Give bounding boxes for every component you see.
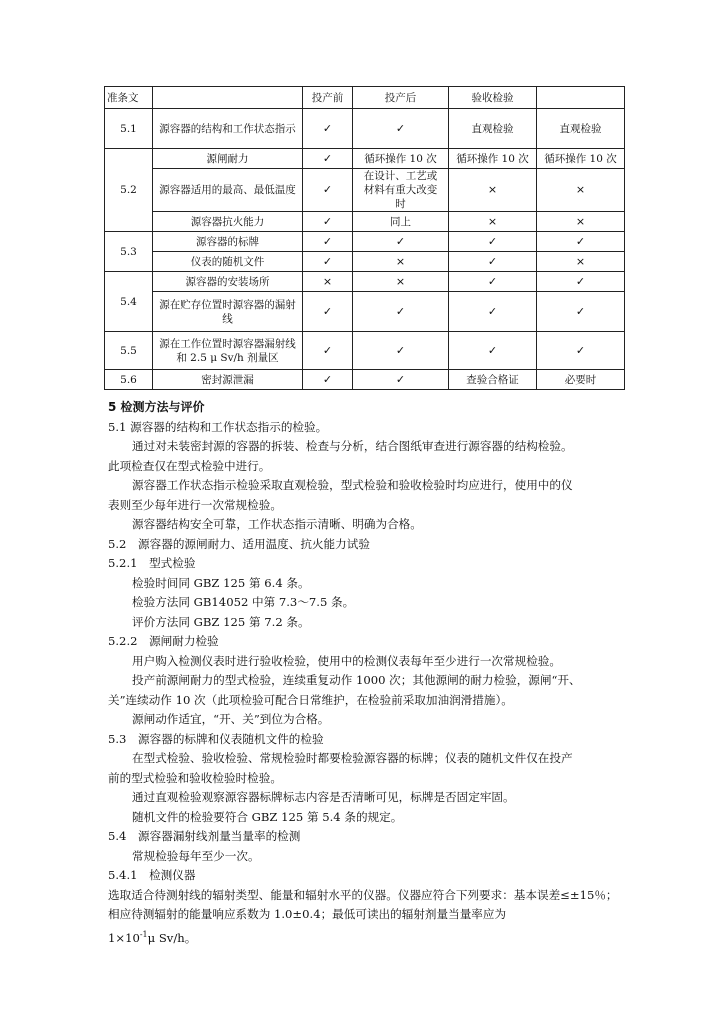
item-cell: 源闸耐力	[153, 149, 303, 169]
header-cell: 准条文	[105, 87, 153, 109]
table-row	[105, 149, 625, 169]
check-cell: ✓	[303, 169, 353, 212]
paragraph-line: 常规检验每年至少一次。	[132, 848, 260, 863]
check-cell: ✓	[303, 212, 353, 232]
value-cell: 循环操作 10 次	[449, 149, 537, 169]
value-cell: 循环操作 10 次	[537, 149, 625, 169]
paragraph-line: 通过直观检验观察源容器标牌标志内容是否清晰可见，标牌是否固定牢固。	[132, 790, 515, 804]
value-cell: 直观检验	[449, 109, 537, 149]
unit-text: μ Sv/h。	[147, 930, 197, 945]
table-row	[105, 109, 625, 149]
header-cell	[537, 87, 625, 109]
check-cell: ✓	[537, 332, 625, 370]
inspection-table	[104, 86, 625, 390]
check-cell: ✓	[449, 232, 537, 252]
paragraph-line: 随机文件的检验要符合 GBZ 125 第 5.4 条的规定。	[132, 809, 403, 824]
value-cell: 循环操作 10 次	[353, 149, 449, 169]
check-cell: ×	[537, 252, 625, 272]
clause-title: 5.2.1 型式检验	[108, 556, 196, 570]
body-text	[108, 398, 618, 948]
header-cell	[153, 87, 303, 109]
check-cell: ×	[537, 169, 625, 212]
section-heading: 5 检测方法与评价	[108, 400, 205, 414]
item-cell: 源容器的安装场所	[153, 272, 303, 292]
clause-cell: 5.4	[105, 272, 153, 332]
value-cell: 直观检验	[537, 109, 625, 149]
clause-cell: 5.3	[105, 232, 153, 272]
check-cell: ✓	[303, 332, 353, 370]
check-cell: ×	[303, 272, 353, 292]
check-cell: ✓	[537, 232, 625, 252]
paragraph-line: 此项检查仅在型式检验中进行。	[108, 458, 271, 473]
check-cell: ✓	[537, 292, 625, 332]
value-cell: 在设计、工艺或材料有重大改变时	[353, 169, 449, 212]
item-cell: 源在工作位置时源容器漏射线和 2.5 μ Sv/h 剂量区	[153, 332, 303, 370]
table-row	[105, 370, 625, 390]
paragraph-line	[108, 925, 618, 948]
table-row	[105, 332, 625, 370]
item-cell: 源容器适用的最高、最低温度	[153, 169, 303, 212]
paragraph-line: 投产前源闸耐力的型式检验，连续重复动作 1000 次；其他源闸的耐力检验，源闸“开、	[132, 673, 581, 687]
exponent-superscript: -1	[139, 929, 148, 939]
paragraph-line: 检验时间同 GBZ 125 第 6.4 条。	[132, 575, 310, 590]
item-cell: 源容器的结构和工作状态指示	[153, 109, 303, 149]
paragraph-line: 选取适合待测射线的辐射类型、能量和辐射水平的仪器。仪器应符合下列要求：基本误差≤±15％；相应待测辐射的能量响应系数为 1.0±0.4；最低可读出的辐射剂量当量率应为	[108, 887, 618, 921]
clause-title: 5.2 源容器的源闸耐力、适用温度、抗火能力试验	[108, 536, 370, 551]
paragraph-line: 评价方法同 GBZ 125 第 7.2 条。	[132, 614, 310, 629]
item-cell: 仪表的随机文件	[153, 252, 303, 272]
table-row	[105, 252, 625, 272]
paragraph-line: 前的型式检验和验收检验时检验。	[108, 770, 282, 785]
check-cell: ✓	[353, 109, 449, 149]
check-cell: ×	[449, 169, 537, 212]
paragraph-line: 源容器工作状态指示检验采取直观检验，型式检验和验收检验时均应进行，使用中的仪	[132, 478, 573, 492]
clause-cell: 5.6	[105, 370, 153, 390]
check-cell: ✓	[353, 232, 449, 252]
clause-title: 5.3 源容器的标牌和仪表随机文件的检验	[108, 731, 324, 746]
paragraph-line: 关”连续动作 10 次（此项检验可配合日常维护，在检验前采取加油润滑措施）。	[108, 692, 513, 707]
value-cell: 查验合格证	[449, 370, 537, 390]
table-row	[105, 232, 625, 252]
check-cell: ✓	[353, 370, 449, 390]
check-cell: ×	[449, 212, 537, 232]
check-cell: ×	[353, 252, 449, 272]
clause-title: 5.4 源容器漏射线剂量当量率的检测	[108, 829, 301, 843]
clause-cell: 5.5	[105, 332, 153, 370]
clause-cell: 5.1	[105, 109, 153, 149]
item-cell: 源容器抗火能力	[153, 212, 303, 232]
check-cell: ✓	[303, 109, 353, 149]
paragraph-line: 源容器结构安全可靠，工作状态指示清晰、明确为合格。	[132, 517, 422, 531]
value-cell: 必要时	[537, 370, 625, 390]
check-cell: ✓	[303, 252, 353, 272]
check-cell: ✓	[449, 272, 537, 292]
table-row	[105, 272, 625, 292]
check-cell: ✓	[353, 292, 449, 332]
header-cell: 验收检验	[449, 87, 537, 109]
check-cell: ✓	[537, 272, 625, 292]
check-cell: ✓	[303, 370, 353, 390]
table-row	[105, 169, 625, 212]
check-cell: ×	[353, 272, 449, 292]
clause-title: 5.1 源容器的结构和工作状态指示的检验。	[108, 419, 328, 434]
item-cell: 源容器的标牌	[153, 232, 303, 252]
paragraph-line: 源闸动作适宜，“开、关”到位为合格。	[132, 712, 330, 726]
clause-title: 5.4.1 检测仪器	[108, 868, 196, 882]
check-cell: ✓	[303, 149, 353, 169]
value-cell: 同上	[353, 212, 449, 232]
clause-title: 5.2.2 源闸耐力检验	[108, 634, 219, 648]
check-cell: ×	[537, 212, 625, 232]
header-cell: 投产前	[303, 87, 353, 109]
header-cell: 投产后	[353, 87, 449, 109]
paragraph-line: 检验方法同 GB14052 中第 7.3～7.5 条。	[132, 595, 355, 609]
check-cell: ✓	[449, 292, 537, 332]
exponent-base: 1×10	[108, 930, 140, 945]
table-row	[105, 292, 625, 332]
check-cell: ✓	[449, 252, 537, 272]
paragraph-line: 在型式检验、验收检验、常规检验时都要检验源容器的标牌；仪表的随机文件仅在投产	[132, 751, 573, 765]
paragraph-line: 表则至少每年进行一次常规检验。	[108, 497, 282, 512]
item-cell: 源在贮存位置时源容器的漏射线	[153, 292, 303, 332]
check-cell: ✓	[449, 332, 537, 370]
check-cell: ✓	[353, 332, 449, 370]
check-cell: ✓	[303, 232, 353, 252]
table-row	[105, 212, 625, 232]
paragraph-line: 用户购入检测仪表时进行验收检验，使用中的检测仪表每年至少进行一次常规检验。	[132, 653, 561, 668]
paragraph-line: 通过对未装密封源的容器的拆装、检查与分析，结合图纸审查进行源容器的结构检验。	[132, 439, 573, 453]
clause-cell: 5.2	[105, 149, 153, 232]
item-cell: 密封源泄漏	[153, 370, 303, 390]
check-cell: ✓	[303, 292, 353, 332]
table-header-row	[105, 87, 625, 109]
